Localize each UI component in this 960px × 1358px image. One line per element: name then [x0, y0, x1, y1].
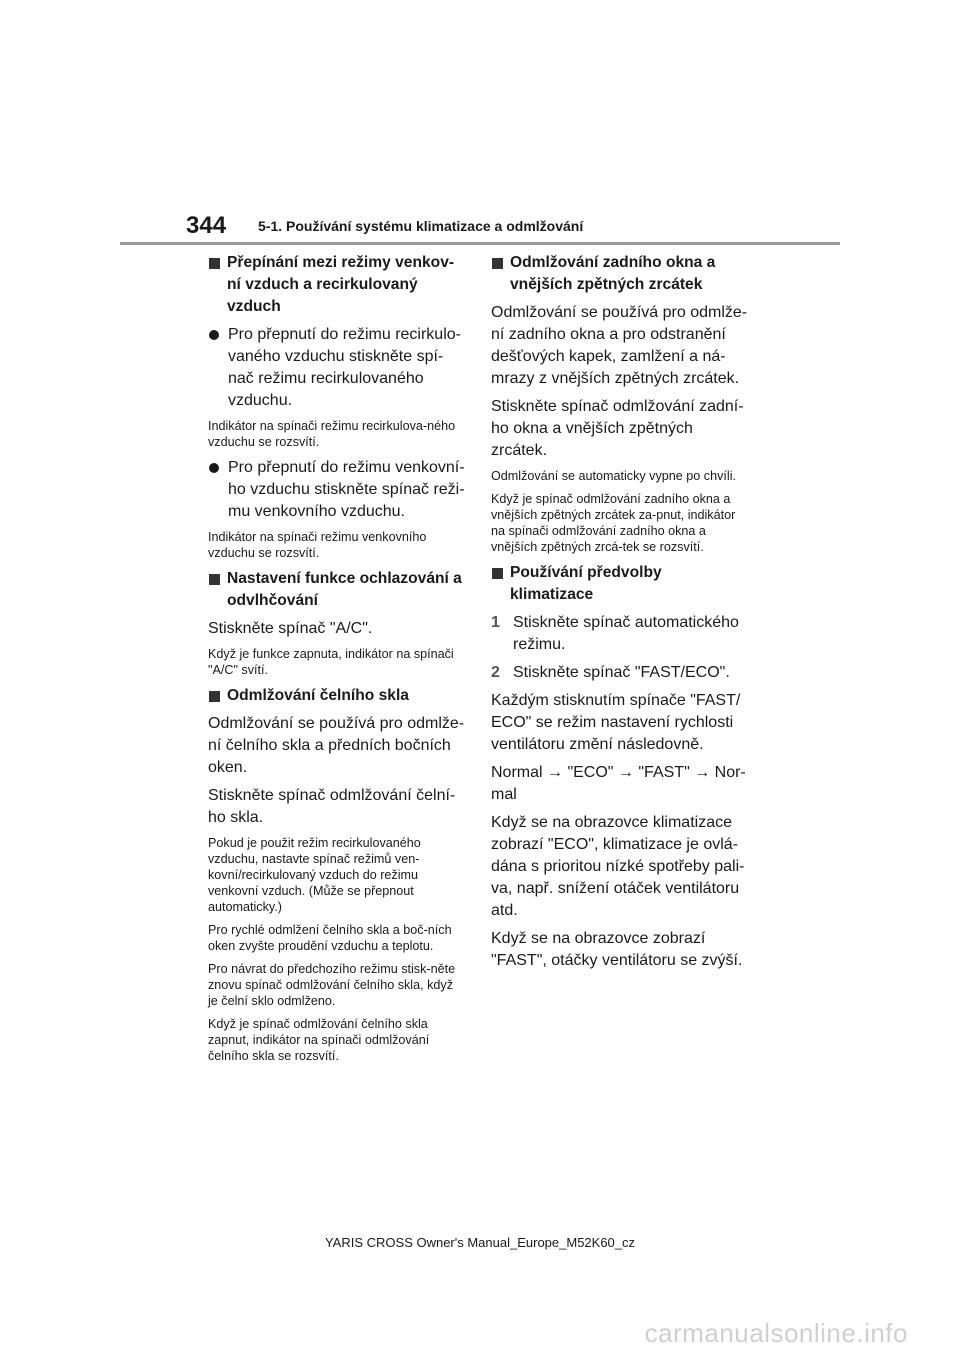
note-windshield-4: Když je spínač odmlžování čelního skla zapnut, indikátor na spínači odmlžování čelního skla se rozsvítí.: [208, 1017, 430, 1063]
paragraph-fast-eco: Každým stisknutím spínače "FAST/ ECO" se režim nastavení rychlosti ventilátoru změní následovně.: [491, 692, 741, 753]
heading-rear-defog: Odmlžování zadního okna a vnějších zpětných zrcátek: [491, 252, 749, 296]
square-bullet-icon: [209, 691, 220, 702]
note-windshield-2: Pro rychlé odmlžení čelního skla a boč-ních oken zvyšte proudění vzduchu a teplotu.: [208, 923, 452, 953]
square-bullet-icon: [209, 258, 220, 269]
note-windshield-1: Pokud je použit režim recirkulovaného vzduchu, nastavte spínač režimů ven-kovní/recirkulovaný vzduch do režimu venkovní vzduch. (Může se přepnout automaticky.): [208, 836, 421, 914]
page-number: 344: [186, 212, 227, 239]
note-rear-1: Odmlžování se automaticky vypne po chvíli.: [491, 469, 736, 483]
watermark: carmanualsonline.info: [644, 1318, 908, 1348]
paragraph-ac: Stiskněte spínač "A/C".: [208, 620, 373, 637]
paragraph-rear-press: Stiskněte spínač odmlžování zadní-ho okna a vnějších zpětných zrcátek.: [491, 398, 744, 459]
step-number: 2: [491, 664, 500, 681]
round-bullet-icon: [209, 463, 219, 473]
step-1: 1 Stiskněte spínač automatického režimu.: [491, 614, 739, 653]
note-recirculated: Indikátor na spínači režimu recirkulova-ného vzduchu se rozsvítí.: [208, 419, 456, 449]
square-bullet-icon: [492, 258, 503, 269]
square-bullet-icon: [209, 574, 220, 585]
paragraph-fast: Když se na obrazovce zobrazí "FAST", otáčky ventilátoru se zvýší.: [491, 930, 743, 969]
header-rule: [120, 242, 840, 245]
section-title: 5-1. Používání systému klimatizace a odmlžování: [258, 218, 584, 234]
step-number: 1: [491, 614, 500, 631]
note-windshield-3: Pro návrat do předchozího režimu stisk-něte znovu spínač odmlžování čelního skla, když je čelní sklo odmlženo.: [208, 962, 456, 1008]
note-ac: Když je funkce zapnuta, indikátor na spínači "A/C" svítí.: [208, 647, 454, 677]
paragraph-mode-cycle: Normal → "ECO" → "FAST" → Nor-mal: [491, 764, 746, 803]
footer-manual-id: YARIS CROSS Owner's Manual_Europe_M52K60_cz: [324, 1235, 636, 1250]
heading-cooling: Nastavení funkce ochlazování a odvlhčování: [208, 568, 466, 612]
bullet-outside-air: Pro přepnutí do režimu venkovní-ho vzduchu stiskněte spínač reži-mu venkovního vzduchu.: [208, 457, 466, 523]
paragraph-eco: Když se na obrazovce klimatizace zobrazí "ECO", klimatizace je ovlá-dána s prioritou nízké spotřeby pali-va, např. snížení otáček ventilátoru atd.: [491, 814, 745, 919]
heading-windshield-defog: Odmlžování čelního skla: [208, 685, 466, 707]
paragraph-rear-use: Odmlžování se používá pro odmlže-ní zadního okna a pro odstranění dešťových kapek, zamlžení a ná-mrazy z vnějších zpětných zrcátek.: [491, 304, 748, 387]
paragraph-windshield-use: Odmlžování se používá pro odmlže-ní čelního skla a předních bočních oken.: [208, 715, 465, 776]
left-column: [208, 252, 466, 1071]
step-2: 2 Stiskněte spínač "FAST/ECO".: [491, 662, 749, 684]
heading-preset: Používání předvolby klimatizace: [491, 562, 749, 606]
bullet-recirculated: Pro přepnutí do režimu recirkulo-vaného vzduchu stiskněte spí-nač režimu recirkulovaného vzduchu.: [208, 324, 466, 412]
paragraph-windshield-press: Stiskněte spínač odmlžování čelní-ho skla.: [208, 787, 456, 826]
heading-air-mode: Přepínání mezi režimy venkov-ní vzduch a recirkulovaný vzduch: [208, 252, 466, 318]
round-bullet-icon: [209, 330, 219, 340]
note-outside-air: Indikátor na spínači režimu venkovního vzduchu se rozsvítí.: [208, 530, 427, 560]
right-column: [491, 252, 749, 978]
square-bullet-icon: [492, 568, 503, 579]
note-rear-2: Když je spínač odmlžování zadního okna a vnějších zpětných zrcátek za-pnut, indikátor na spínači odmlžování zadního okna a vnějších zpětných zrcá-tek se rozsvítí.: [491, 492, 736, 554]
